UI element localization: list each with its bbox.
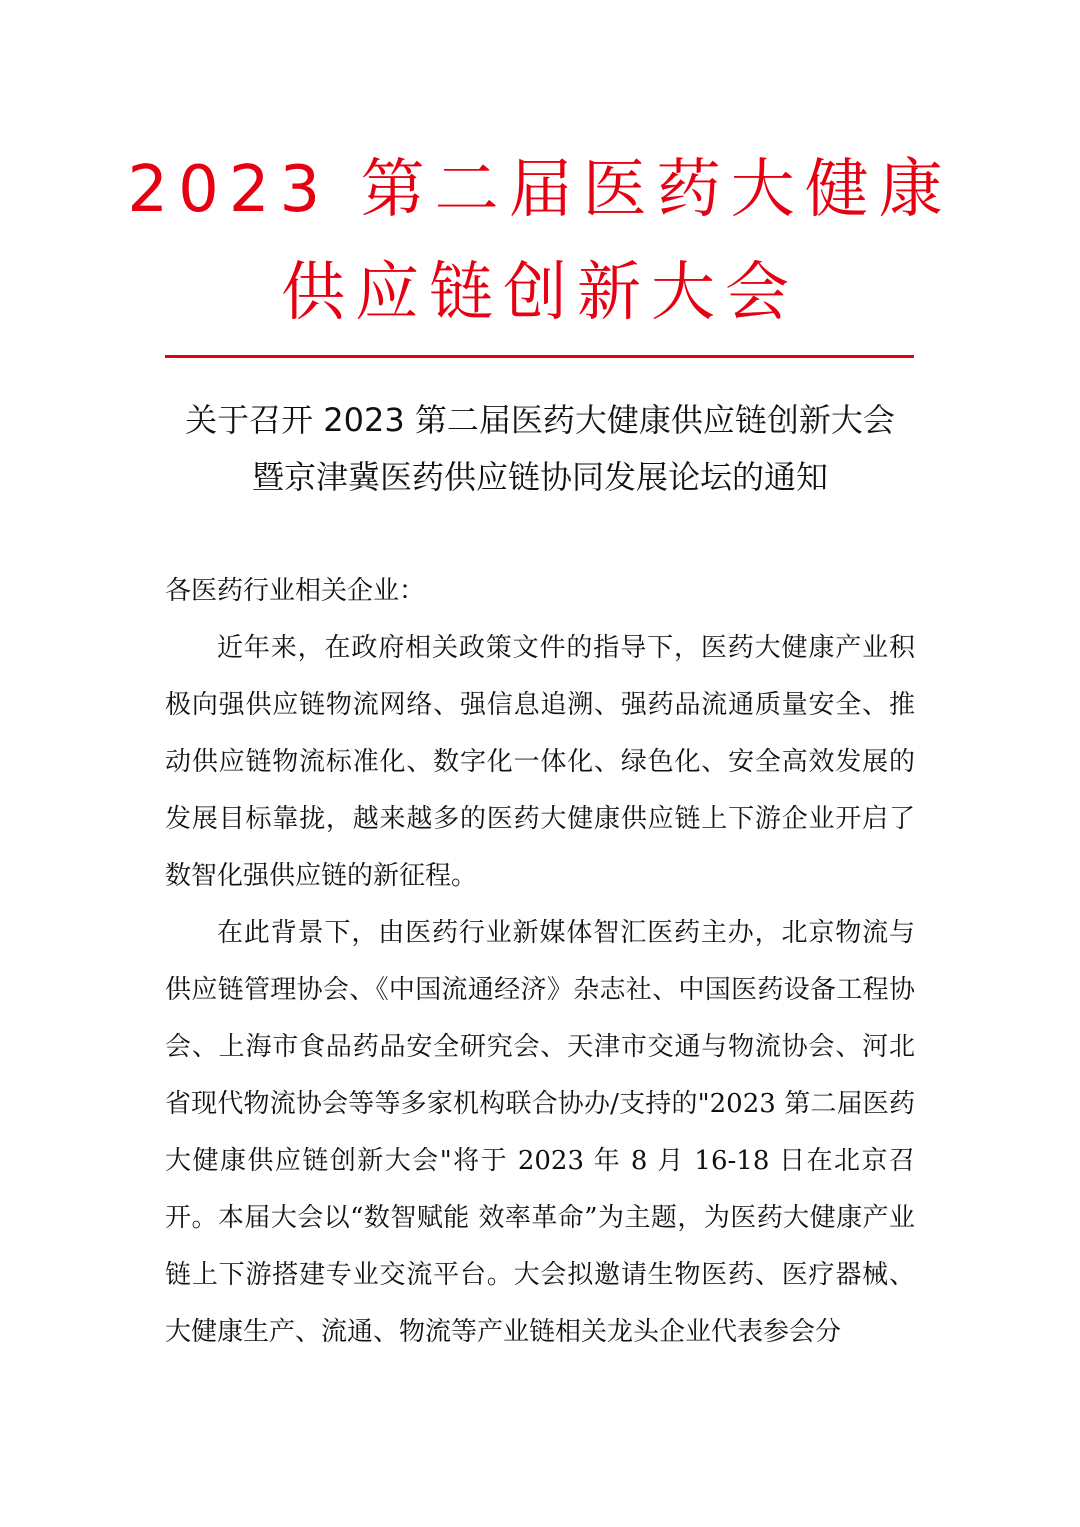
notice-title-line-1: 关于召开 2023 第二届医药大健康供应链创新大会 bbox=[185, 401, 895, 439]
salutation: 各医药行业相关企业： bbox=[165, 576, 426, 606]
notice-title-line-2: 暨京津冀医药供应链协同发展论坛的通知 bbox=[251, 458, 828, 496]
red-divider-line bbox=[165, 355, 914, 358]
paragraph-2: 在此背景下，由医药行业新媒体智汇医药主办，北京物流与供应链管理协会、《中国流通经济》杂志社、中国医药设备工程协会、上海市食品药品安全研究会、天津市交通与物流协会、河北省现代物流协会等等多家机构联合协办/支持的"2023 第二届医药大健康供应链创新大会"将于 2023 年 8 月 16-18 日在北京召开。本届大会以“数智赋能 效率革命”为主题，为医药大健康产业链上下游搭建专业交流平台。大会拟邀请生物医药、医疗器械、大健康生产、流通、物流等产业链相关龙头企业代表参会分 bbox=[165, 918, 915, 1347]
red-header-title-line-2: 供应链创新大会 bbox=[281, 256, 799, 330]
paragraph-1: 近年来，在政府相关政策文件的指导下，医药大健康产业积极向强供应链物流网络、强信息追溯、强药品流通质量安全、推动供应链物流标准化、数字化一体化、绿色化、安全高效发展的发展目标靠拢，越来越多的医药大健康供应链上下游企业开启了数智化强供应链的新征程。 bbox=[165, 633, 915, 891]
red-header-title-line-1: 2023 第二届医药大健康 bbox=[127, 153, 953, 227]
